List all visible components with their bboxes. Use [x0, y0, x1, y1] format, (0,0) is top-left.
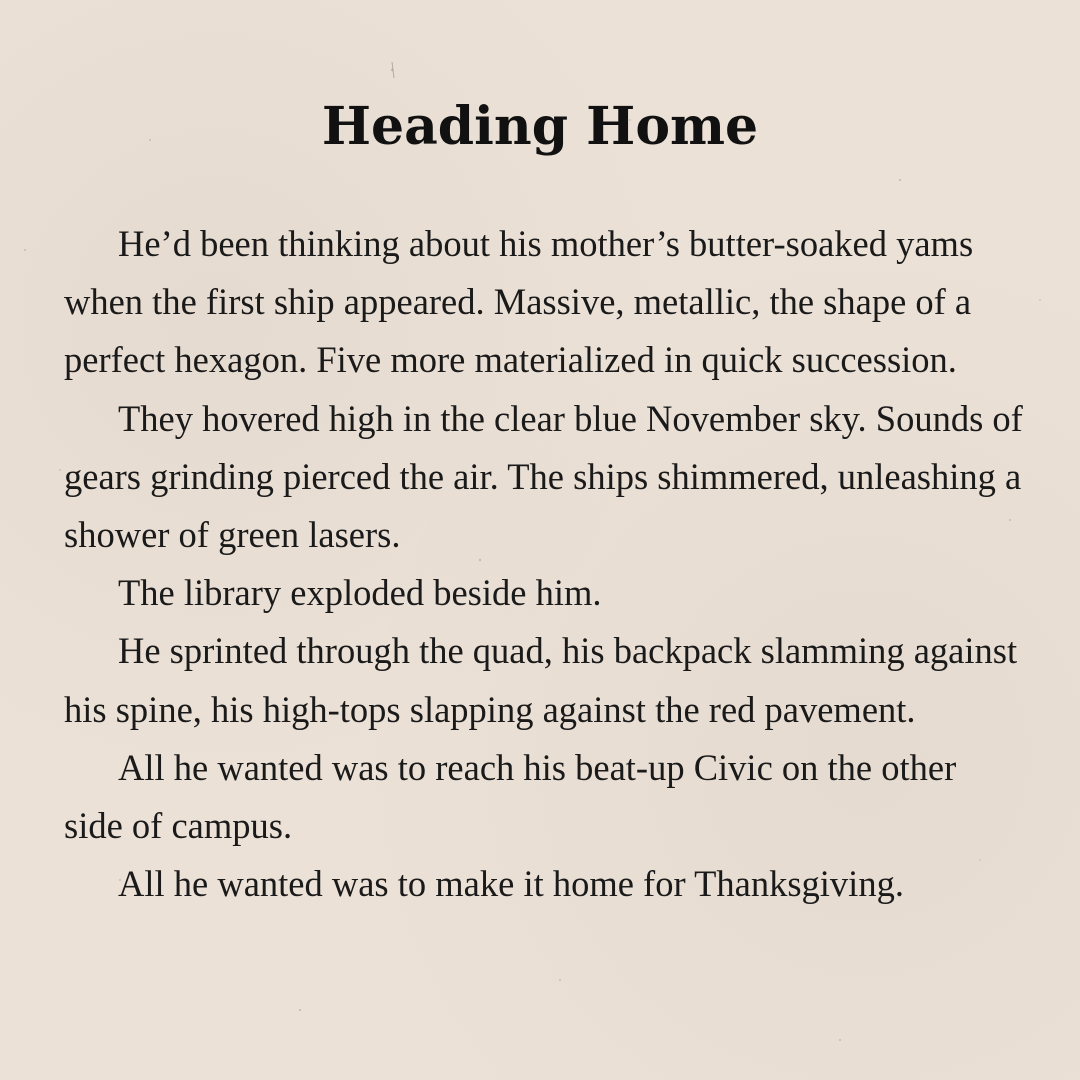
paragraph: They hovered high in the clear blue November sky. Sounds of gears grinding pierced the air. The ships shimmered, unleashing a shower of green lasers.: [64, 397, 1023, 556]
paragraph: All he wanted was to make it home for Thanksgiving.: [118, 863, 904, 905]
paragraph: He sprinted through the quad, his backpack slamming against his spine, his high-tops slapping against the red pavement.: [64, 630, 1018, 730]
story-body: [64, 215, 1024, 913]
paragraph: He’d been thinking about his mother’s butter-soaked yams when the first ship appeared. Massive, metallic, the shape of a perfect hexagon. Five more materialized in quick succession.: [64, 223, 974, 381]
paragraph: The library exploded beside him.: [118, 572, 602, 614]
paragraph: All he wanted was to reach his beat-up Civic on the other side of campus.: [64, 746, 957, 847]
story-title: Heading Home: [321, 96, 759, 157]
